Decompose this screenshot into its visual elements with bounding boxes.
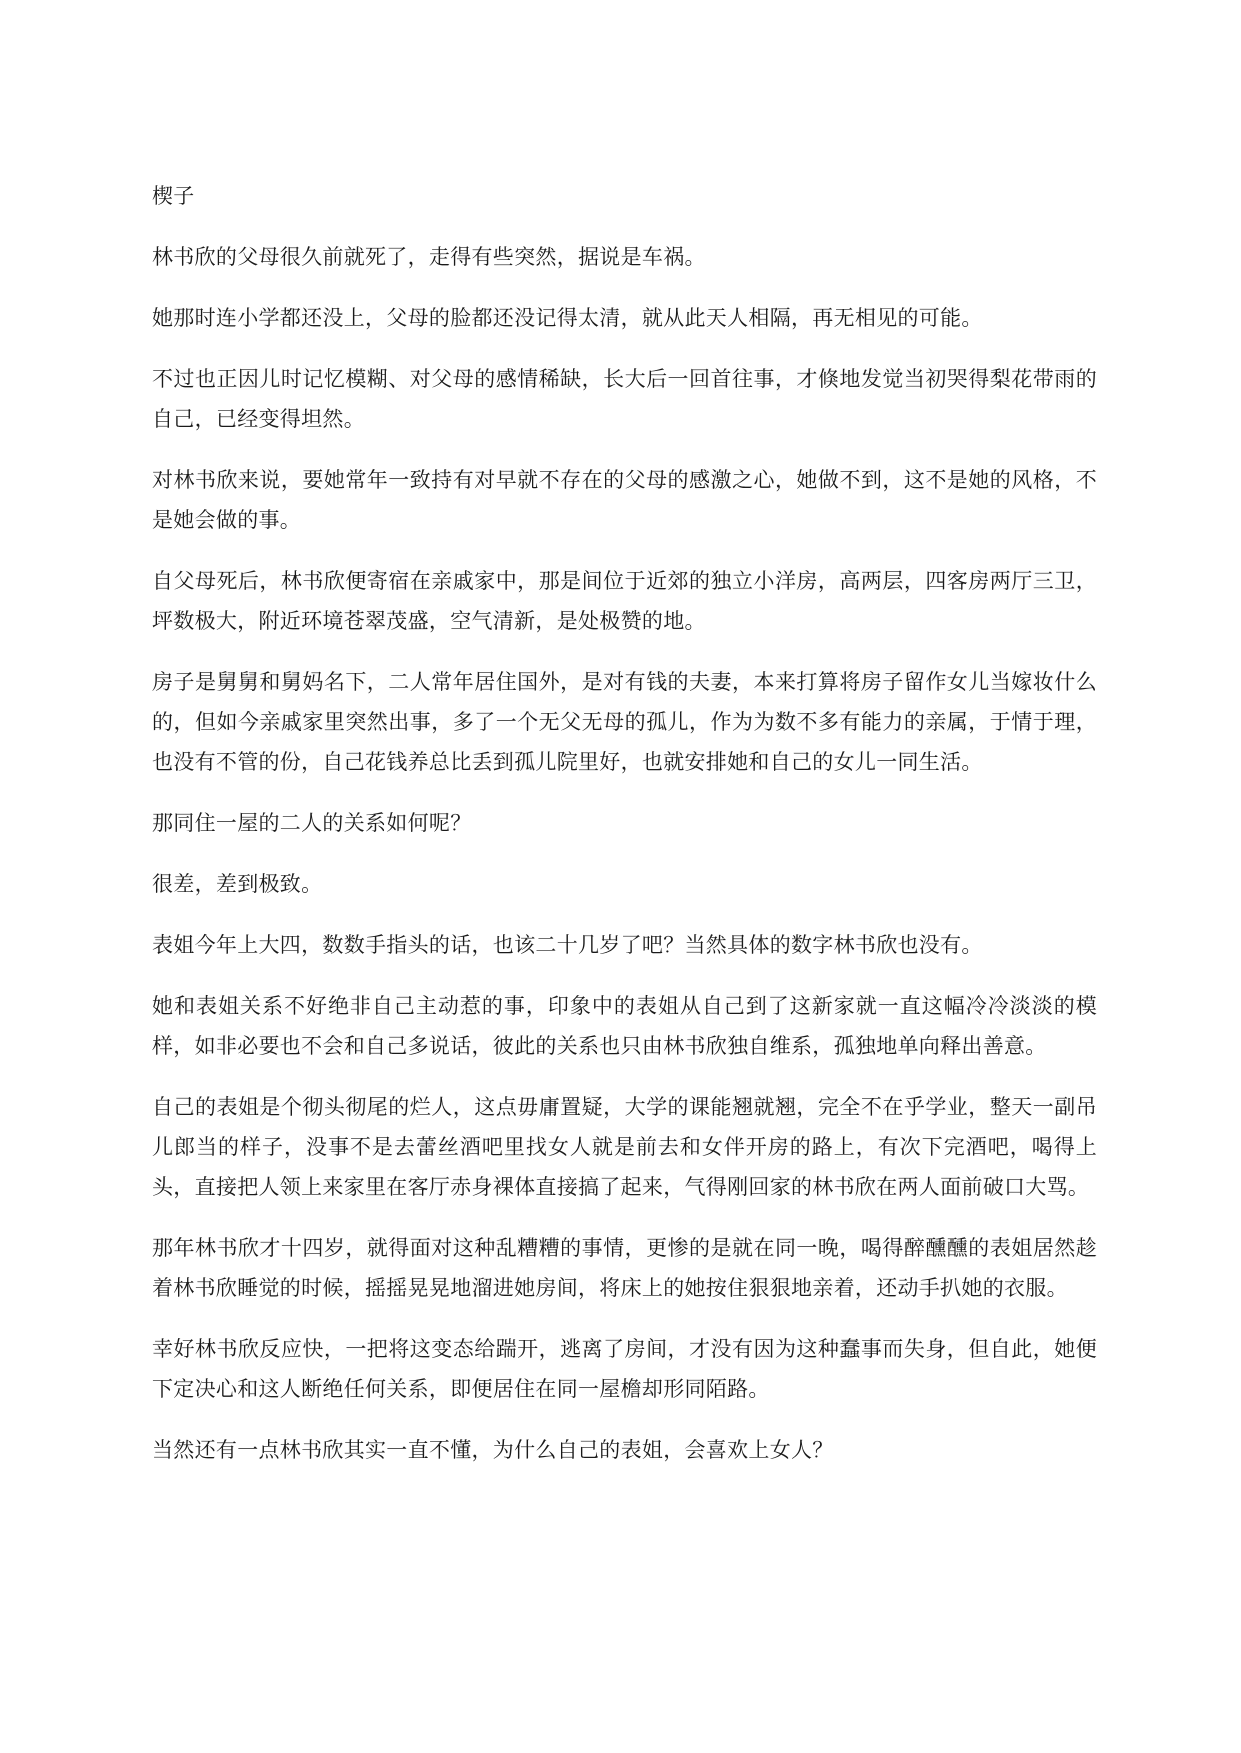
paragraph-9: 表姐今年上大四，数数手指头的话，也该二十几岁了吧？当然具体的数字林书欣也没有。	[152, 933, 983, 957]
document-body	[152, 176, 1097, 1491]
paragraph-10: 她和表姐关系不好绝非自己主动惹的事，印象中的表姐从自己到了这新家就一直这幅冷冷淡淡的模样，如非必要也不会和自己多说话，彼此的关系也只由林书欣独自维系，孤独地单向释出善意。	[152, 994, 1097, 1058]
paragraph-1: 林书欣的父母很久前就死了，走得有些突然，据说是车祸。	[152, 245, 706, 269]
paragraph-4: 对林书欣来说，要她常年一致持有对早就不存在的父母的感激之心，她做不到，这不是她的风格，不是她会做的事。	[152, 468, 1097, 532]
paragraph-14: 当然还有一点林书欣其实一直不懂，为什么自己的表姐，会喜欢上女人？	[152, 1438, 834, 1462]
paragraph-2: 她那时连小学都还没上，父母的脸都还没记得太清，就从此天人相隔，再无相见的可能。	[152, 306, 983, 330]
chapter-title: 楔子	[152, 184, 195, 208]
paragraph-5: 自父母死后，林书欣便寄宿在亲戚家中，那是间位于近郊的独立小洋房，高两层，四客房两厅三卫，坪数极大，附近环境苍翠茂盛，空气清新，是处极赞的地。	[152, 569, 1097, 633]
paragraph-8: 很差，差到极致。	[152, 872, 323, 896]
paragraph-12: 那年林书欣才十四岁，就得面对这种乱糟糟的事情，更惨的是就在同一晚，喝得醉醺醺的表姐居然趁着林书欣睡觉的时候，摇摇晃晃地溜进她房间，将床上的她按住狠狠地亲着，还动手扒她的衣服。	[152, 1236, 1097, 1300]
paragraph-11: 自己的表姐是个彻头彻尾的烂人，这点毋庸置疑，大学的课能翘就翘，完全不在乎学业，整天一副吊儿郎当的样子，没事不是去蕾丝酒吧里找女人就是前去和女伴开房的路上，有次下完酒吧，喝得上头，直接把人领上来家里在客厅赤身裸体直接搞了起来，气得刚回家的林书欣在两人面前破口大骂。	[152, 1095, 1097, 1199]
paragraph-13: 幸好林书欣反应快，一把将这变态给踹开，逃离了房间，才没有因为这种蠢事而失身，但自此，她便下定决心和这人断绝任何关系，即便居住在同一屋檐却形同陌路。	[152, 1337, 1097, 1401]
paragraph-7: 那同住一屋的二人的关系如何呢？	[152, 811, 472, 835]
paragraph-6: 房子是舅舅和舅妈名下，二人常年居住国外，是对有钱的夫妻，本来打算将房子留作女儿当嫁妆什么的，但如今亲戚家里突然出事，多了一个无父无母的孤儿，作为为数不多有能力的亲属，于情于理，也没有不管的份，自己花钱养总比丢到孤儿院里好，也就安排她和自己的女儿一同生活。	[152, 670, 1097, 774]
paragraph-3: 不过也正因儿时记忆模糊、对父母的感情稀缺，长大后一回首往事，才倏地发觉当初哭得梨花带雨的自己，已经变得坦然。	[152, 367, 1097, 431]
